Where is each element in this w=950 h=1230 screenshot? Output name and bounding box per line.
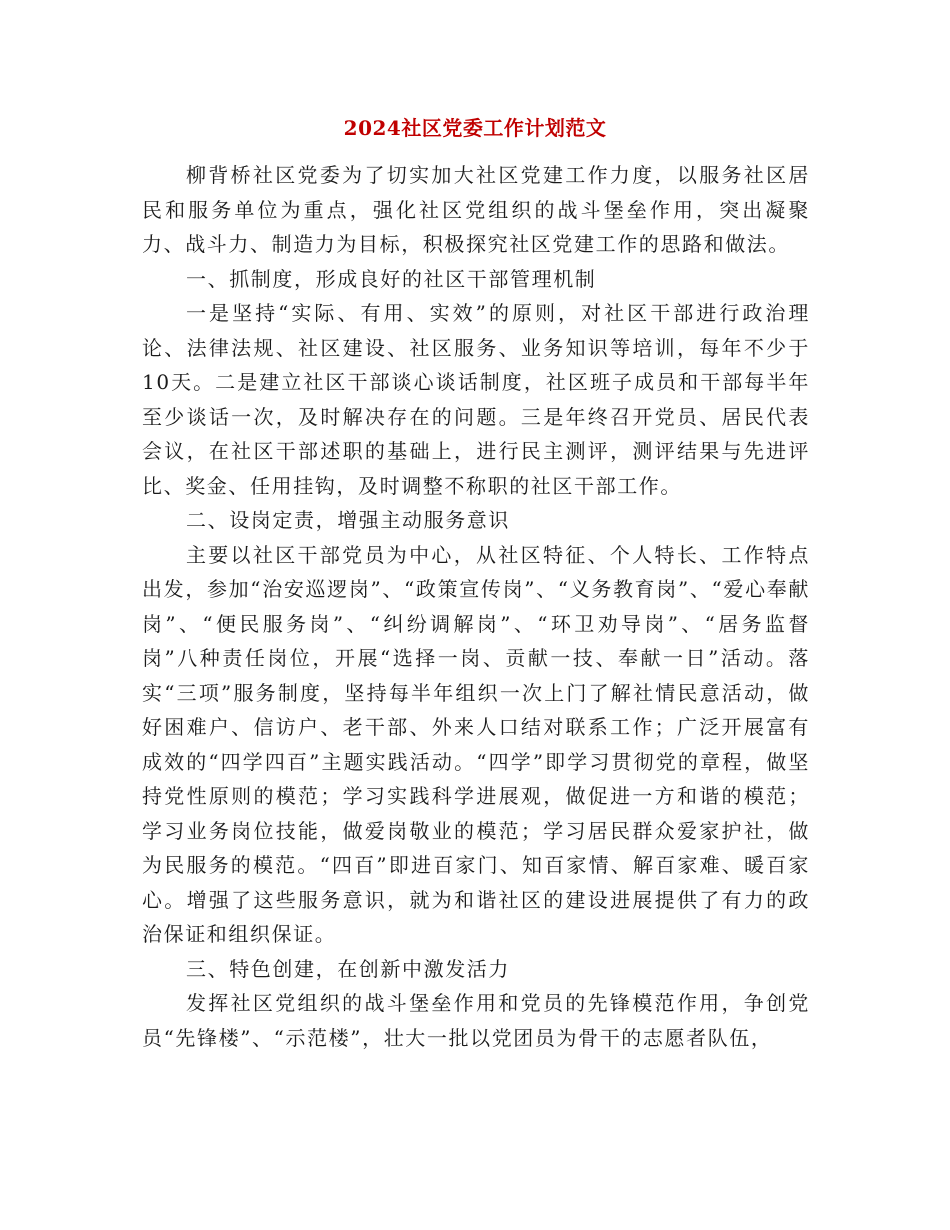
paragraph-intro: 柳背桥社区党委为了切实加大社区党建工作力度，以服务社区居民和服务单位为重点，强化社区党组织的战斗堡垒作用，突出凝聚力、战斗力、制造力为目标，积极探究社区党建工作的思路和做法。 (142, 163, 810, 256)
paragraph-section-3: 发挥社区党组织的战斗堡垒作用和党员的先锋模范作用，争创党员“先锋楼”、“示范楼”，壮大一批以党团员为骨干的志愿者队伍， (142, 991, 810, 1050)
section-heading-1: 一、抓制度，形成良好的社区干部管理机制 (186, 266, 597, 291)
document-body (142, 158, 810, 1055)
paragraph-section-1: 一是坚持“实际、有用、实效”的原则，对社区干部进行政治理论、法律法规、社区建设、社区服务、业务知识等培训，每年不少于10天。二是建立社区干部谈心谈话制度，社区班子成员和干部每半年至少谈话一次，及时解决存在的问题。三是年终召开党员、居民代表会议，在社区干部述职的基础上，进行民主测评，测评结果与先进评比、奖金、任用挂钩，及时调整不称职的社区干部工作。 (142, 301, 810, 498)
paragraph-section-2: 主要以社区干部党员为中心，从社区特征、个人特长、工作特点出发，参加“治安巡逻岗”、“政策宣传岗”、“义务教育岗”、“爱心奉献岗”、“便民服务岗”、“纠纷调解岗”、“环卫劝导岗”、“居务监督岗”八种责任岗位，开展“选择一岗、贡献一技、奉献一日”活动。落实“三项”服务制度，坚持每半年组织一次上门了解社情民意活动，做好困难户、信访户、老干部、外来人口结对联系工作；广泛开展富有成效的“四学四百”主题实践活动。“四学”即学习贯彻党的章程，做坚持党性原则的模范；学习实践科学进展观，做促进一方和谐的模范；学习业务岗位技能，做爱岗敬业的模范；学习居民群众爱家护社，做为民服务的模范。“四百”即进百家门、知百家情、解百家难、暖百家心。增强了这些服务意识，就为和谐社区的建设进展提供了有力的政治保证和组织保证。 (142, 542, 810, 946)
section-heading-3: 三、特色创建，在创新中激发活力 (186, 956, 510, 981)
document-title: 2024社区党委工作计划范文 (343, 116, 607, 140)
section-heading-2: 二、设岗定责，增强主动服务意识 (186, 508, 510, 532)
